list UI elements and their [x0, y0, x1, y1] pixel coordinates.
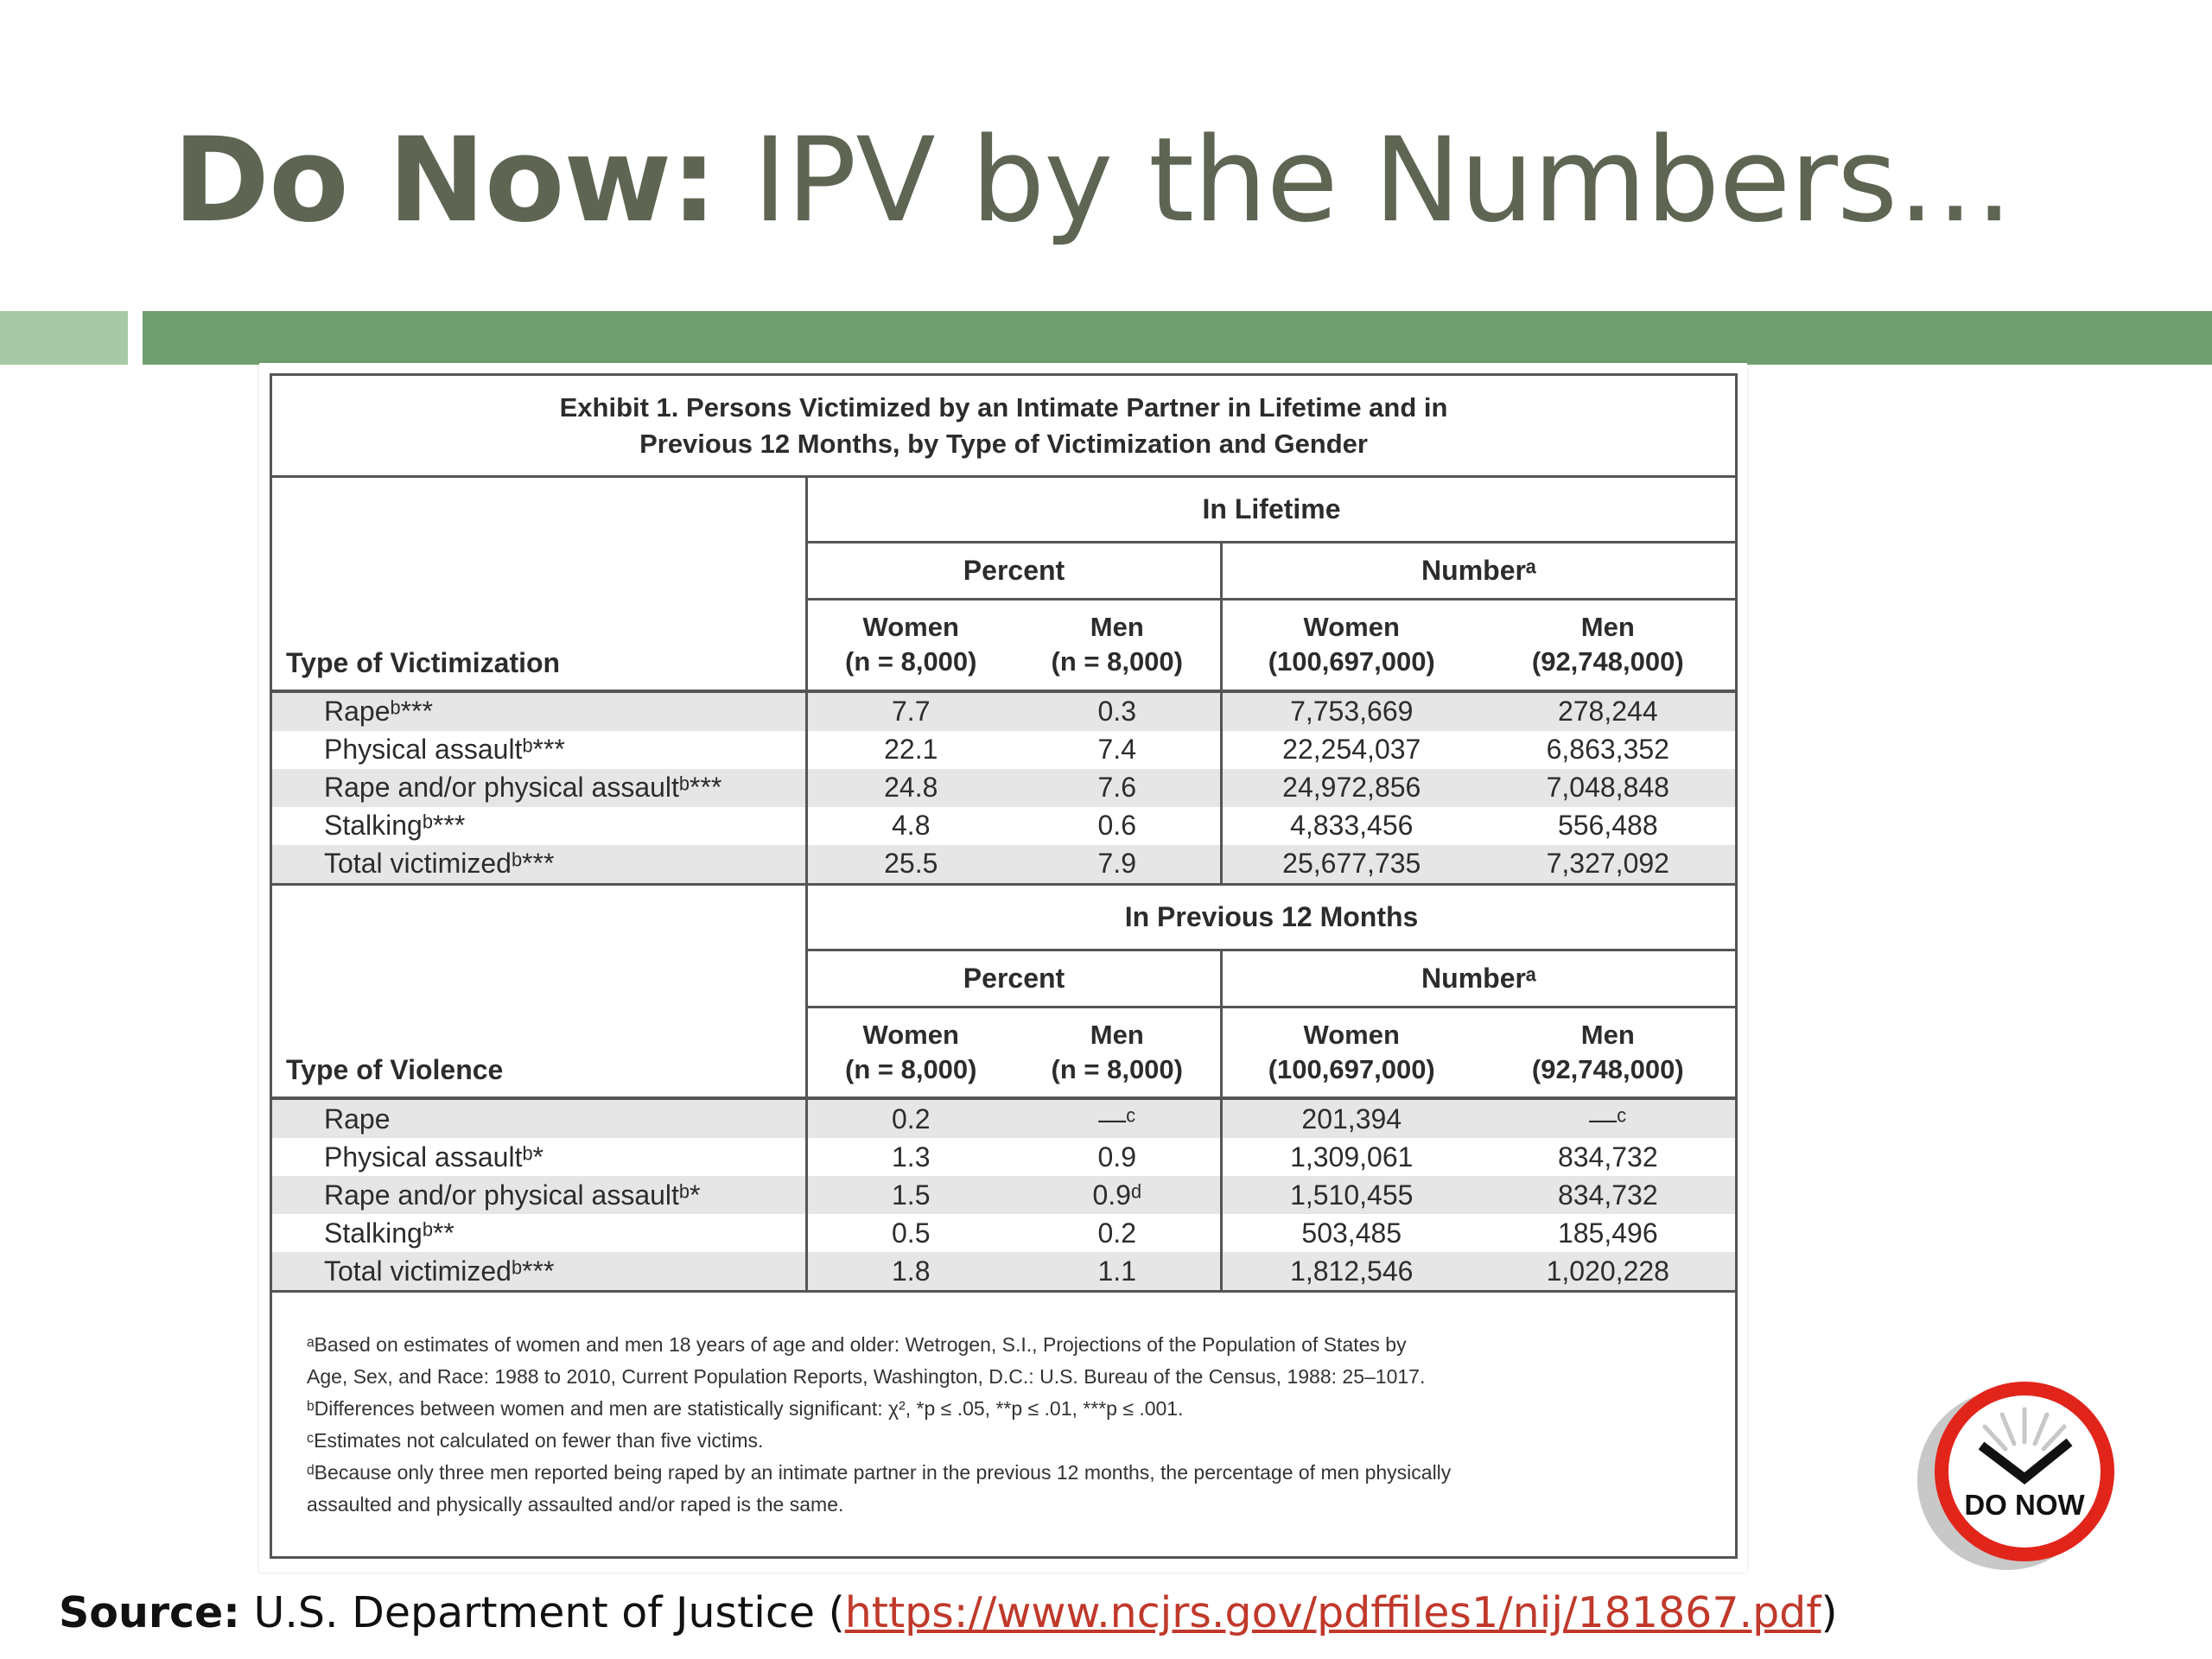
- men-number: 834,732: [1481, 1176, 1737, 1214]
- men-number: —ᶜ: [1481, 1098, 1737, 1138]
- women-percent: 24.8: [807, 769, 1014, 807]
- col-label: Men: [1090, 1019, 1144, 1050]
- row-label: Stalkingᵇ***: [324, 810, 466, 841]
- women-number: 1,812,546: [1222, 1252, 1481, 1292]
- exhibit-table: [270, 373, 1738, 1559]
- row-label: Physical assaultᵇ*: [324, 1141, 543, 1173]
- source-close: ): [1821, 1588, 1838, 1637]
- col-sub: (92,748,000): [1531, 646, 1684, 677]
- row-label: Physical assaultᵇ***: [324, 734, 565, 765]
- col-label: Men: [1580, 612, 1635, 643]
- men-number: 7,327,092: [1481, 845, 1737, 885]
- table-row: [271, 691, 1737, 731]
- women-percent: 25.5: [807, 845, 1014, 885]
- men-percent: 1.1: [1014, 1252, 1222, 1292]
- women-number: 1,309,061: [1222, 1138, 1481, 1176]
- women-percent: 1.5: [807, 1176, 1014, 1214]
- col-sub: (100,697,000): [1268, 1053, 1435, 1084]
- source-label: Source:: [59, 1588, 240, 1637]
- women-number: 7,753,669: [1222, 691, 1481, 731]
- type-of-violence-header: Type of Violence: [271, 884, 807, 1098]
- table-row: [271, 1176, 1737, 1214]
- women-number: 4,833,456: [1222, 807, 1481, 845]
- men-percent: 7.9: [1014, 845, 1222, 885]
- lifetime-women-num-header: [1222, 600, 1481, 691]
- men-number: 556,488: [1557, 810, 1658, 841]
- lifetime-percent-header: Percent: [807, 543, 1222, 600]
- men-number: 278,244: [1481, 691, 1737, 731]
- previous-percent-header: Percent: [807, 950, 1222, 1007]
- col-sub: (n = 8,000): [1051, 1053, 1183, 1084]
- col-sub: (n = 8,000): [845, 1053, 977, 1084]
- footnote-a-line-1: ᵃBased on estimates of women and men 18 years of age and older: Wetrogen, S.I., Projections of the Population of States by: [307, 1332, 1407, 1356]
- men-number: 1,020,228: [1481, 1252, 1737, 1292]
- women-percent: 0.5: [807, 1214, 1014, 1252]
- table-row: [271, 845, 1737, 885]
- row-label: Rape and/or physical assaultᵇ*: [271, 1176, 807, 1214]
- lifetime-men-pct-header: [1014, 600, 1222, 691]
- row-label: Rapeᵇ***: [271, 691, 807, 731]
- table-row: [271, 1098, 1737, 1138]
- previous-number-header: Numberᵃ: [1222, 950, 1737, 1007]
- men-percent: 0.6: [1097, 810, 1136, 841]
- col-sub: (n = 8,000): [845, 646, 977, 677]
- men-number: 834,732: [1557, 1141, 1658, 1173]
- men-percent: 0.3: [1014, 691, 1222, 731]
- exhibit-image: [259, 363, 1747, 1573]
- do-now-badge-icon: [1905, 1370, 2130, 1577]
- col-sub: (100,697,000): [1268, 646, 1435, 677]
- women-percent: 7.7: [807, 691, 1014, 731]
- badge-text: DO NOW: [1964, 1489, 2085, 1521]
- footnote-a-line-2: Age, Sex, and Race: 1988 to 2010, Current Population Reports, Washington, D.C.: U.S. Bureau of the Census, 1988: 25–1017.: [307, 1364, 1426, 1388]
- title-bold: Do Now:: [173, 112, 717, 248]
- men-percent: 0.9ᵈ: [1014, 1176, 1222, 1214]
- table-row: [271, 1252, 1737, 1292]
- men-number: 185,496: [1557, 1217, 1658, 1249]
- footnote-d-line-2: assaulted and physically assaulted and/or raped is the same.: [307, 1492, 844, 1516]
- men-number: 6,863,352: [1546, 734, 1669, 765]
- women-number: 1,510,455: [1222, 1176, 1481, 1214]
- men-percent: 7.4: [1097, 734, 1136, 765]
- lifetime-women-pct-header: [807, 600, 1014, 691]
- col-label: Men: [1090, 612, 1144, 643]
- women-percent: 1.8: [807, 1252, 1014, 1292]
- accent-bar-light: [0, 311, 128, 365]
- women-percent: 22.1: [807, 731, 1014, 769]
- women-percent: 0.2: [807, 1098, 1014, 1138]
- title-rest: IPV by the Numbers…: [716, 112, 2013, 248]
- exhibit-caption: [271, 375, 1737, 477]
- caption-line-1: Exhibit 1. Persons Victimized by an Intimate Partner in Lifetime and in: [559, 391, 1448, 423]
- table-row: [271, 769, 1737, 807]
- source-link[interactable]: https://www.ncjrs.gov/pdffiles1/nij/181867.pdf: [844, 1588, 1821, 1637]
- accent-bar-dark: [143, 311, 2212, 365]
- previous-men-pct-header: [1014, 1007, 1222, 1098]
- col-label: Women: [1303, 612, 1400, 643]
- col-label: Women: [1303, 1019, 1400, 1050]
- in-lifetime-header: In Lifetime: [807, 477, 1737, 543]
- women-percent: 4.8: [807, 807, 1014, 845]
- row-label: Rape: [271, 1098, 807, 1138]
- lifetime-number-header: Numberᵃ: [1222, 543, 1737, 600]
- row-label: Stalkingᵇ**: [324, 1217, 454, 1249]
- men-percent: 0.9: [1097, 1141, 1136, 1173]
- women-number: 503,485: [1222, 1214, 1481, 1252]
- row-label: Rape and/or physical assaultᵇ***: [271, 769, 807, 807]
- footnote-c: ᶜEstimates not calculated on fewer than five victims.: [307, 1428, 764, 1452]
- previous-women-pct-header: [807, 1007, 1014, 1098]
- women-number: 24,972,856: [1222, 769, 1481, 807]
- slide-title: [173, 112, 2012, 248]
- col-sub: (n = 8,000): [1051, 646, 1183, 677]
- table-row: [271, 1214, 1737, 1252]
- col-label: Women: [862, 1019, 959, 1050]
- col-label: Women: [862, 612, 959, 643]
- women-number: 25,677,735: [1222, 845, 1481, 885]
- women-number: 22,254,037: [1222, 731, 1481, 769]
- caption-line-2: Previous 12 Months, by Type of Victimization and Gender: [639, 428, 1368, 459]
- previous-men-num-header: [1481, 1007, 1737, 1098]
- footnote-d-line-1: ᵈBecause only three men reported being raped by an intimate partner in the previous 12 months, the percentage of men physically: [307, 1460, 1452, 1484]
- men-percent: 0.2: [1097, 1217, 1136, 1249]
- lifetime-men-num-header: [1481, 600, 1737, 691]
- row-label: Total victimizedᵇ***: [271, 1252, 807, 1292]
- women-number: 201,394: [1222, 1098, 1481, 1138]
- footnotes: [271, 1292, 1737, 1558]
- type-of-victimization-header: Type of Victimization: [271, 477, 807, 691]
- table-row: [271, 1138, 1737, 1176]
- men-number: 7,048,848: [1481, 769, 1737, 807]
- previous-women-num-header: [1222, 1007, 1481, 1098]
- in-previous-12-months-header: In Previous 12 Months: [807, 884, 1737, 950]
- women-percent: 1.3: [807, 1138, 1014, 1176]
- footnote-b: ᵇDifferences between women and men are statistically significant: χ², *p ≤ .05, **p ≤ .01, ***p ≤ .001.: [307, 1396, 1184, 1420]
- men-percent: 7.6: [1014, 769, 1222, 807]
- source-line: [59, 1588, 1838, 1637]
- col-label: Men: [1580, 1019, 1635, 1050]
- table-row: [271, 807, 1737, 845]
- col-sub: (92,748,000): [1531, 1053, 1684, 1084]
- row-label: Total victimizedᵇ***: [271, 845, 807, 885]
- source-text: U.S. Department of Justice (: [239, 1588, 845, 1637]
- table-row: [271, 731, 1737, 769]
- men-percent: —ᶜ: [1014, 1098, 1222, 1138]
